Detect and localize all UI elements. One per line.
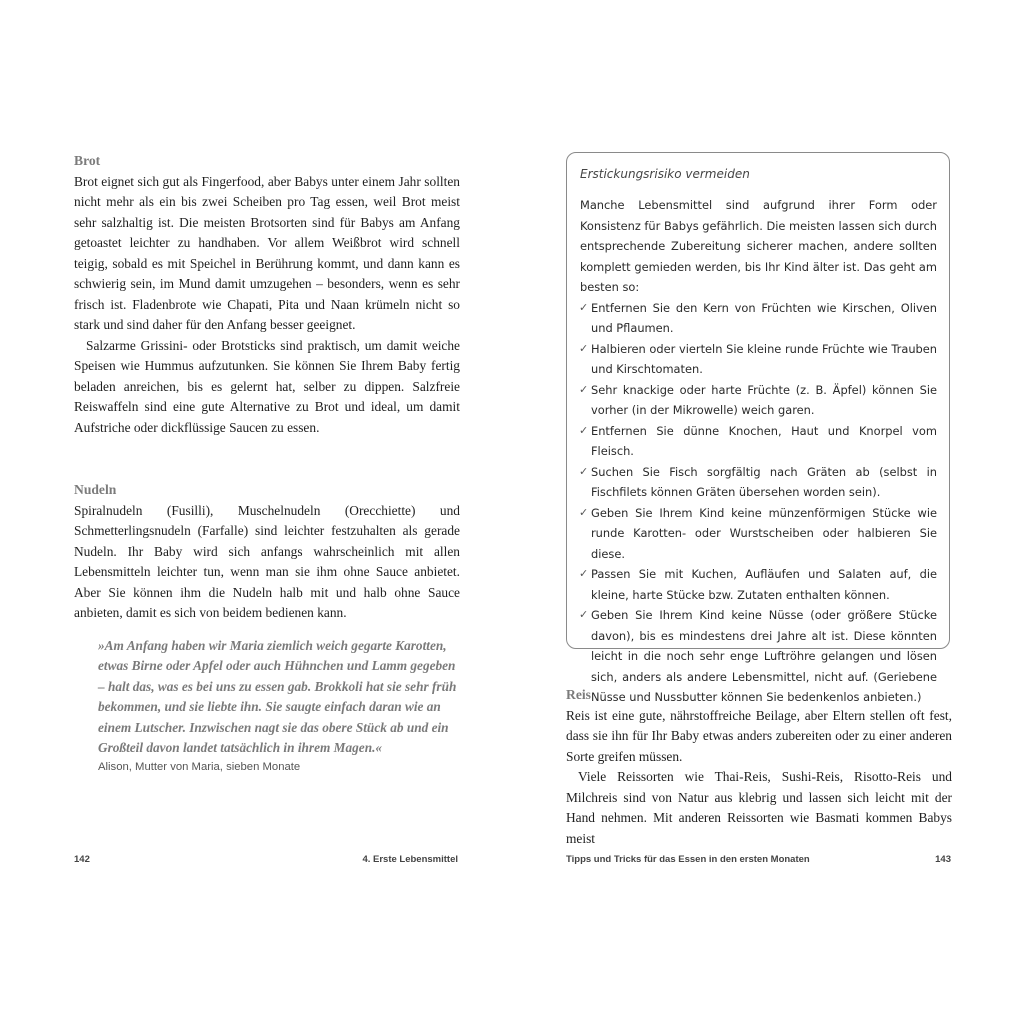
- list-item: ✓ Passen Sie mit Kuchen, Aufläufen und Salaten auf, die kleine, harte Stücke bzw. Zutaten enthalten können.: [580, 564, 937, 605]
- checkmark-icon: ✓: [579, 423, 589, 437]
- checkmark-icon: ✓: [579, 341, 589, 355]
- checkmark-icon: ✓: [579, 505, 589, 519]
- running-title: Tipps und Tricks für das Essen in den ersten Monaten: [566, 854, 810, 865]
- box-checklist: [580, 298, 937, 708]
- testimonial-quote: »Am Anfang haben wir Maria ziemlich weich gegarte Karotten, etwas Birne oder Apfel oder auch Hühnchen und Lamm gegeben – halt das, was es bei uns zu essen gab. Brokkoli hat sie sehr früh bekommen, und sie liebte ihn. Sie saugte einfach daran wie an einem Lutscher. Inzwischen nagt sie das obere Stück ab und ein Großteil davon landet tatsächlich in ihrem Magen.«: [98, 637, 457, 755]
- paragraph-brot-1: Brot eignet sich gut als Fingerfood, aber Babys unter einem Jahr sollten nicht mehr als ein bis zwei Scheiben pro Tag essen, weil Brot meist sehr salzhaltig ist. Die meisten Brotsorten sind für Babys am Anfang getoastet leichter zu handhaben. Vor allem Weißbrot wird schnell teigig, sobald es mit Speichel in Berührung kommt, und dann kann es schwierig sein, im Mund damit umzugehen – besonders, wenn es sehr frisch ist. Fladenbrote wie Chapati, Pita und Naan krümeln nicht so stark und sind daher für den Anfang besser geeignet.: [74, 173, 460, 332]
- paragraph-brot-2: Salzarme Grissini- oder Brotsticks sind praktisch, um damit weiche Speisen wie Hummus aufzutunken. Sie können Sie Ihrem Baby fertig beladen anreichen, bis es gelernt hat, selber zu dippen. Salzfreie Reiswaffeln sind eine gute Alternative zu Brot und ideal, um damit Aufstriche oder dickflüssige Saucen zu essen.: [74, 337, 460, 435]
- paragraph-reis-2: Viele Reissorten wie Thai-Reis, Sushi-Reis, Risotto-Reis und Milchreis sind von Natur aus klebrig und lassen sich leicht mit der Hand nehmen. Mit anderen Reissorten wie Basmati kommen Babys meist: [566, 769, 952, 846]
- list-item: ✓ Entfernen Sie den Kern von Früchten wie Kirschen, Oliven und Pflaumen.: [580, 298, 937, 339]
- paragraph-reis-1: Reis ist eine gute, nährstoffreiche Beilage, aber Eltern stellen oft fest, dass sie ihn für Ihr Baby etwas anders zubereiten oder zu einer anderen Sorte greifen müssen.: [566, 707, 952, 764]
- section-heading-brot: Brot: [74, 153, 101, 168]
- page-number-left: 142: [74, 854, 90, 865]
- list-item: ✓ Halbieren oder vierteln Sie kleine runde Früchte wie Trauben und Kirschtomaten.: [580, 339, 937, 380]
- checkmark-icon: ✓: [579, 382, 589, 396]
- quote-source: Alison, Mutter von Maria, sieben Monate: [98, 760, 301, 773]
- list-item: ✓ Sehr knackige oder harte Früchte (z. B. Äpfel) können Sie vorher (in der Mikrowelle) weich garen.: [580, 380, 937, 421]
- paragraph-nudeln-1: Spiralnudeln (Fusilli), Muschelnudeln (Orecchiette) und Schmetterlingsnudeln (Farfalle) sind leichter festzuhalten als gerade Nudeln. Ihr Baby wird sich anfangs wahrscheinlich mit allen Lebensmitteln leichter tun, wenn man sie ihm ohne Sauce anbietet. Aber Sie können ihm die Nudeln halb mit und halb ohne Sauce anbieten, damit es sich von beidem bedienen kann.: [74, 502, 460, 620]
- checkmark-icon: ✓: [579, 567, 589, 580]
- chapter-title: 4. Erste Lebensmittel: [362, 854, 458, 865]
- list-item: ✓ Entfernen Sie dünne Knochen, Haut und Knorpel vom Fleisch.: [580, 421, 937, 462]
- checkmark-icon: ✓: [579, 464, 589, 478]
- list-item: ✓ Suchen Sie Fisch sorgfältig nach Gräten ab (selbst in Fischfilets können Gräten übersehen worden sein).: [580, 462, 937, 503]
- box-intro: Manche Lebensmittel sind aufgrund ihrer Form oder Konsistenz für Babys gefährlich. Die meisten lassen sich durch entsprechende Zubereitung sicherer machen, andere sollten komplett gemieden werden, bis Ihr Kind älter ist. Das geht am besten so:: [580, 198, 937, 294]
- left-page-column: [74, 151, 460, 776]
- page-number-right: 143: [935, 854, 951, 865]
- list-item: ✓ Geben Sie Ihrem Kind keine münzenförmigen Stücke wie runde Karotten- oder Wurstscheiben oder halbieren Sie diese.: [580, 503, 937, 565]
- section-heading-reis: Reis: [566, 687, 591, 702]
- section-heading-nudeln: Nudeln: [74, 482, 117, 497]
- right-page-column: [566, 685, 952, 849]
- box-title: Erstickungsrisiko vermeiden: [580, 167, 750, 181]
- list-item: ✓ Geben Sie Ihrem Kind keine Nüsse (oder größere Stücke davon), bis es mindestens drei Jahre alt ist. Diese könnten leicht in die noch sehr enge Luftröhre gelangen und lösen sich, anders als andere Lebensmittel, nicht auf. (Geriebene Nüsse und Nussbutter können Sie bedenkenlos anbieten.): [580, 605, 937, 708]
- checkmark-icon: ✓: [579, 300, 589, 314]
- checkmark-icon: ✓: [579, 608, 589, 621]
